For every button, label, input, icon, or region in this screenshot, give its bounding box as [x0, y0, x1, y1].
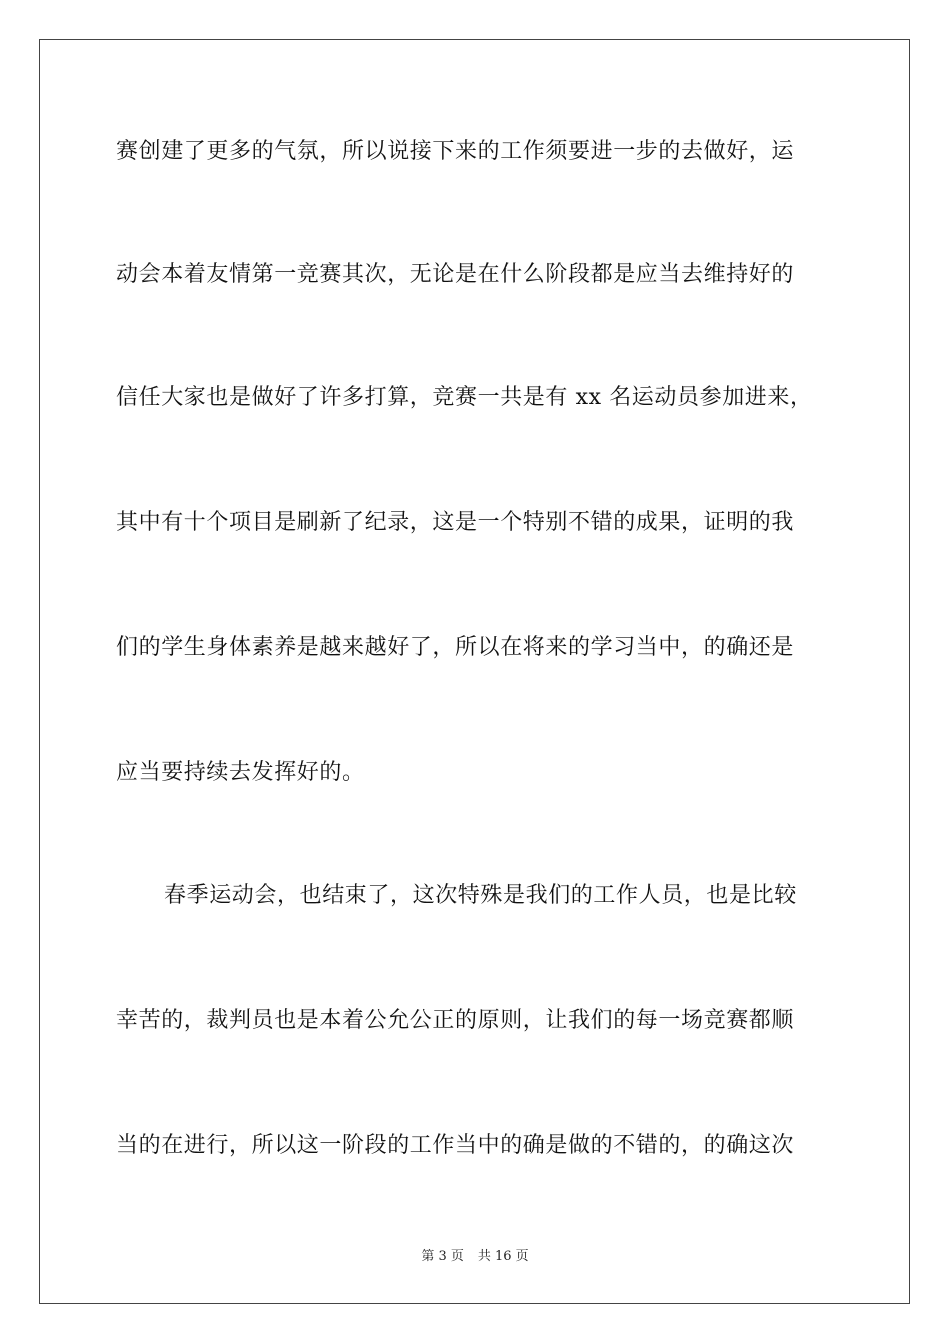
text-line-7: 春季运动会，也结束了，这次特殊是我们的工作人员，也是比较: [164, 883, 797, 908]
text-line-6: 应当要持续去发挥好的。: [116, 760, 365, 785]
text-line-1: 赛创建了更多的气氛，所以说接下来的工作须要进一步的去做好，运: [116, 139, 795, 164]
page-border: [39, 39, 910, 1304]
text-line-4: 其中有十个项目是刷新了纪录，这是一个特别不错的成果，证明的我: [116, 510, 795, 535]
page-number: 第 3 页: [421, 1249, 464, 1264]
text-line-5: 们的学生身体素养是越来越好了，所以在将来的学习当中，的确还是: [116, 635, 795, 660]
page-footer: [0, 1248, 950, 1266]
total-pages: 共 16 页: [477, 1249, 529, 1264]
text-line-3: 信任大家也是做好了许多打算，竞赛一共是有 xx 名运动员参加进来，: [116, 385, 813, 410]
text-line-8: 幸苦的，裁判员也是本着公允公正的原则，让我们的每一场竞赛都顺: [116, 1008, 795, 1033]
text-line-2: 动会本着友情第一竞赛其次，无论是在什么阶段都是应当去维持好的: [116, 262, 795, 287]
text-line-9: 当的在进行，所以这一阶段的工作当中的确是做的不错的，的确这次: [116, 1133, 795, 1158]
